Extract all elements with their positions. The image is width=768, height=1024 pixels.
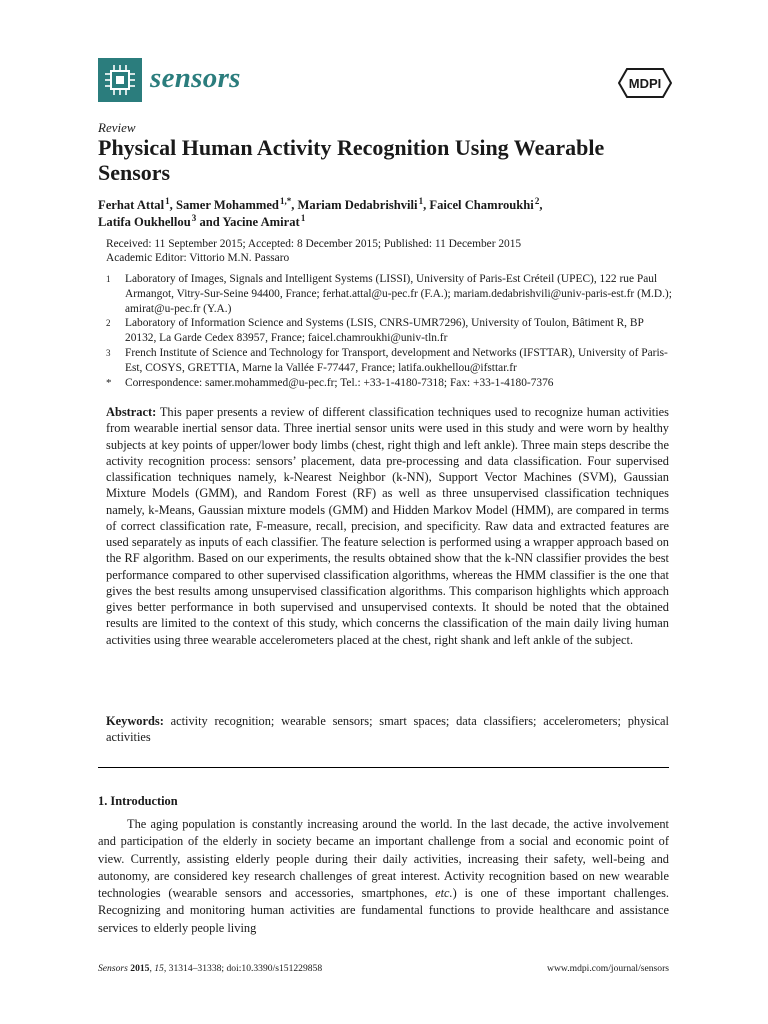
section-heading: 1. Introduction	[98, 794, 178, 808]
footer-volume: 15	[154, 963, 164, 974]
footer-url: www.mdpi.com/journal/sensors	[547, 963, 669, 974]
article-title: Physical Human Activity Recognition Using Wearable Sensors	[98, 135, 605, 185]
footer-year: 2015	[130, 963, 150, 974]
author-affiliation-mark: 1	[300, 212, 306, 223]
academic-editor: Academic Editor: Vittorio M.N. Passaro	[106, 252, 290, 264]
keywords	[106, 713, 669, 746]
author-name: Yacine Amirat	[222, 215, 300, 229]
article-type: Review	[98, 120, 136, 135]
author-name: Faicel Chamroukhi	[429, 198, 534, 212]
mdpi-logo	[618, 68, 672, 98]
abstract	[106, 404, 669, 648]
author-name: Ferhat Attal	[98, 198, 165, 212]
footer-journal: Sensors	[98, 963, 128, 974]
author-name: Samer Mohammed	[175, 198, 279, 212]
intro-text-part: ) is one of these important challenges. Recognizing and monitoring human activities are fundamental functions to provide healthcare and assistance services to elderly people living	[98, 886, 669, 935]
publication-dates-block	[106, 237, 686, 265]
intro-text-part: The aging population is constantly increasing around the world. In the last decade, the active involvement and participation of the elderly in society became an important challenge from a social and economic point of view. Currently, assisting elderly people during their daily activities, increasing their safety, well-being and autonomy, are considered key research challenges of great interest. Activity recognition based on new wearable technologies (wearable sensors and accessories, smartphones,	[98, 817, 669, 901]
intro-paragraph	[98, 816, 669, 937]
keywords-text: activity recognition; wearable sensors; smart spaces; data classifiers; accelerometers; physical activities	[106, 714, 669, 745]
footer-citation: Sensors 2015, 15, 31314–31338; doi:10.3390/s151229858	[98, 963, 323, 974]
publisher-name: MDPI	[628, 76, 662, 91]
author-affiliation-mark: 2	[534, 195, 540, 206]
author-affiliation-mark: 1	[418, 195, 424, 206]
journal-logo-icon	[98, 58, 142, 102]
affiliation-text: Laboratory of Information Science and Systems (LSIS, CNRS-UMR7296), University of Toulon, Bâtiment R, BP 20132, La Garde Cedex 83957, France; faicel.chamroukhi@univ-tln.fr	[125, 317, 644, 345]
footer-citation-rest: , 31314–31338; doi:10.3390/s151229858	[163, 963, 323, 974]
intro-etc: etc.	[435, 886, 453, 901]
correspondence-mark: *	[106, 376, 112, 389]
publication-dates: Received: 11 September 2015; Accepted: 8 December 2015; Published: 11 December 2015	[106, 238, 522, 250]
affiliation-text: Laboratory of Images, Signals and Intelligent Systems (LISSI), University of Paris-Est Créteil (UPEC), 122 rue Paul Armangot, Vitry-Sur-Seine 94400, France; ferhat.attal@u-pec.fr (F.A.); mariam.dedabrishvili@univ-paris-est.fr (M.D.); amirat@u-pec.fr (Y.A.)	[125, 273, 672, 315]
author-name: Latifa Oukhellou	[98, 215, 191, 229]
abstract-label: Abstract:	[106, 405, 157, 419]
affiliation-mark: 2	[106, 318, 111, 329]
author-name: Mariam Dedabrishvili	[297, 198, 418, 212]
author-affiliation-mark: 1	[165, 195, 170, 206]
affiliation-mark: 1	[106, 274, 111, 284]
author-affiliation-mark: 1,*	[279, 195, 292, 206]
affiliation-item	[106, 272, 676, 316]
affiliation-item	[106, 346, 676, 376]
author-affiliation-mark: 3	[191, 212, 197, 223]
section-divider	[98, 767, 669, 768]
affiliation-mark: 3	[106, 347, 111, 358]
journal-name: sensors	[150, 62, 241, 94]
affiliation-text: French Institute of Science and Technology for Transport, development and Networks (IFSTTAR), University of Paris-Est, COSYS, GRETTIA, Marne la Vallée F-77447, France; latifa.oukhellou@ifsttar.fr	[125, 346, 668, 374]
correspondence-item	[106, 376, 676, 391]
and-word: and	[199, 215, 220, 229]
abstract-text: This paper presents a review of different classification techniques used to recognize human activities from wearable inertial sensor data. Three inertial sensor units were used in this study and were worn by healthy subjects at key points of upper/lower body limbs (chest, right thigh and left ankle). Three main steps describe the activity recognition process: sensors’ placement, data pre-processing and data classification. Four supervised classification techniques namely, k-Nearest Neighbor (k-NN), Support Vector Machines (SVM), Gaussian Mixture Models (GMM), and Random Forest (RF) as well as three unsupervised classification techniques namely, k-Means, Gaussian mixture models (GMM) and Hidden Markov Model (HMM), are compared in terms of correct classification rate, F-measure, recall, precision, and specificity. Raw data and extracted features are used separately as inputs of each classifier. The feature selection is performed using a wrapper approach based on the RF algorithm. Based on our experiments, the results obtained show that the k-NN classifier provides the best performance compared to other supervised classification algorithms, whereas the HMM classifier is the one that gives the best results among unsupervised classification algorithms. This comparison highlights which approach gives better performance in both supervised and unsupervised contexts. It should be noted that the obtained results are limited to the context of this study, which concerns the classification of the main daily living human activities using three wearable accelerometers placed at the chest, right shank and left ankle of the subject.	[106, 405, 669, 647]
keywords-label: Keywords:	[106, 714, 164, 728]
author-list: Ferhat Attal $^1$, Samer Mohammed $^{1,*}$, Mariam Dedabrishvili $^1$, Faicel Chamroukhi $^2$, Latifa Oukhellou $^3$ and Yacine Amirat $^1$	[98, 195, 543, 229]
affiliations	[106, 272, 676, 390]
correspondence-text: Correspondence: samer.mohammed@u-pec.fr; Tel.: +33-1-4180-7318; Fax: +33-1-4180-7376	[125, 376, 554, 389]
affiliation-item	[106, 316, 676, 346]
